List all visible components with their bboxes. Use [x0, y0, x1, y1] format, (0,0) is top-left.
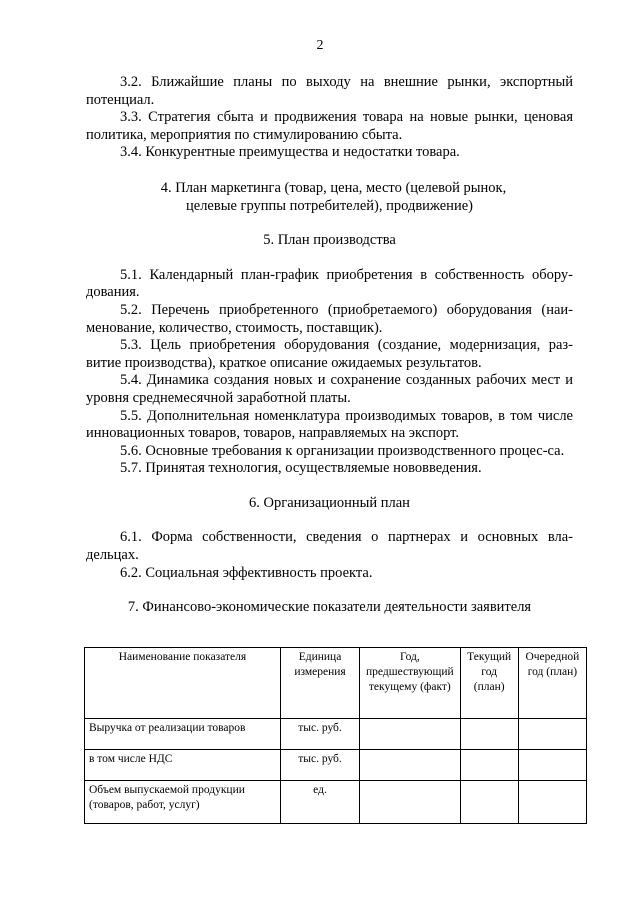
row-unit: тыс. руб.: [280, 719, 359, 750]
section-7-title: 7. Финансово-экономические показатели деятельности заявителя: [127, 599, 532, 616]
row-current-value: [460, 750, 518, 781]
row-unit: ед.: [280, 781, 359, 824]
section-4-heading-line-1: 4. План маркетинга (товар, цена, место (целевой рынок,: [160, 179, 507, 196]
row-name: Объем выпускаемой продукции (товаров, работ, услуг): [85, 781, 281, 824]
row-next-value: [518, 781, 586, 824]
row-unit: тыс. руб.: [280, 750, 359, 781]
row-current-value: [460, 719, 518, 750]
header-current-year: Текущий год (план): [460, 648, 518, 719]
row-name: Выручка от реализации товаров: [85, 719, 281, 750]
row-name: в том числе НДС: [85, 750, 281, 781]
document-body: [86, 74, 573, 617]
item-5-7: 5.7. Принятая технология, осуществляемые нововведения.: [120, 460, 482, 477]
row-prev-value: [360, 781, 460, 824]
item-6-1: 6.1. Форма собственности, сведения о партнерах и основных вла-дельцах.: [86, 529, 573, 564]
item-5-5: 5.5. Дополнительная номенклатура производимых товаров, в том числе инновационных товаров, товаров, направляемых на экспорт.: [86, 407, 573, 442]
table-header-row: [85, 648, 587, 719]
item-5-1: 5.1. Календарный план-график приобретения в собственность обору-дования.: [86, 266, 573, 301]
financial-indicators-table: [84, 647, 587, 824]
item-5-4: 5.4. Динамика создания новых и сохранение созданных рабочих мест и уровня среднемесячной заработной платы.: [86, 372, 573, 406]
item-3-2: 3.2. Ближайшие планы по выходу на внешние рынки, экспортный потенциал.: [86, 74, 573, 108]
item-5-3: 5.3. Цель приобретения оборудования (создание, модернизация, раз-витие производства), краткое описание ожидаемых результатов.: [86, 337, 573, 371]
item-3-3: 3.3. Стратегия сбыта и продвижения товара на новые рынки, ценовая политика, мероприятия по стимулированию сбыта.: [86, 109, 573, 143]
table-row: [85, 719, 587, 750]
table-row: [85, 750, 587, 781]
row-prev-value: [360, 719, 460, 750]
section-6-title: 6. Организационный план: [249, 494, 410, 511]
header-next-year: Очередной год (план): [518, 648, 586, 719]
header-previous-year: Год, предшествующий текущему (факт): [360, 648, 460, 719]
item-3-4: 3.4. Конкурентные преимущества и недостатки товара.: [120, 144, 460, 161]
row-current-value: [460, 781, 518, 824]
header-unit: Единица измерения: [280, 648, 359, 719]
header-indicator-name: Наименование показателя: [85, 648, 281, 719]
page-number: 2: [316, 38, 324, 53]
item-5-2: 5.2. Перечень приобретенного (приобретаемого) оборудования (наи-менование, количество, стоимость, поставщик).: [86, 301, 573, 336]
item-6-2: 6.2. Социальная эффективность проекта.: [120, 564, 373, 581]
table-row: [85, 781, 587, 824]
section-5-title: 5. План производства: [263, 232, 396, 249]
row-next-value: [518, 719, 586, 750]
row-next-value: [518, 750, 586, 781]
row-prev-value: [360, 750, 460, 781]
item-5-6: 5.6. Основные требования к организации производственного процес-са.: [120, 442, 565, 459]
section-4-heading-line-2: целевые группы потребителей), продвижение): [186, 197, 473, 214]
